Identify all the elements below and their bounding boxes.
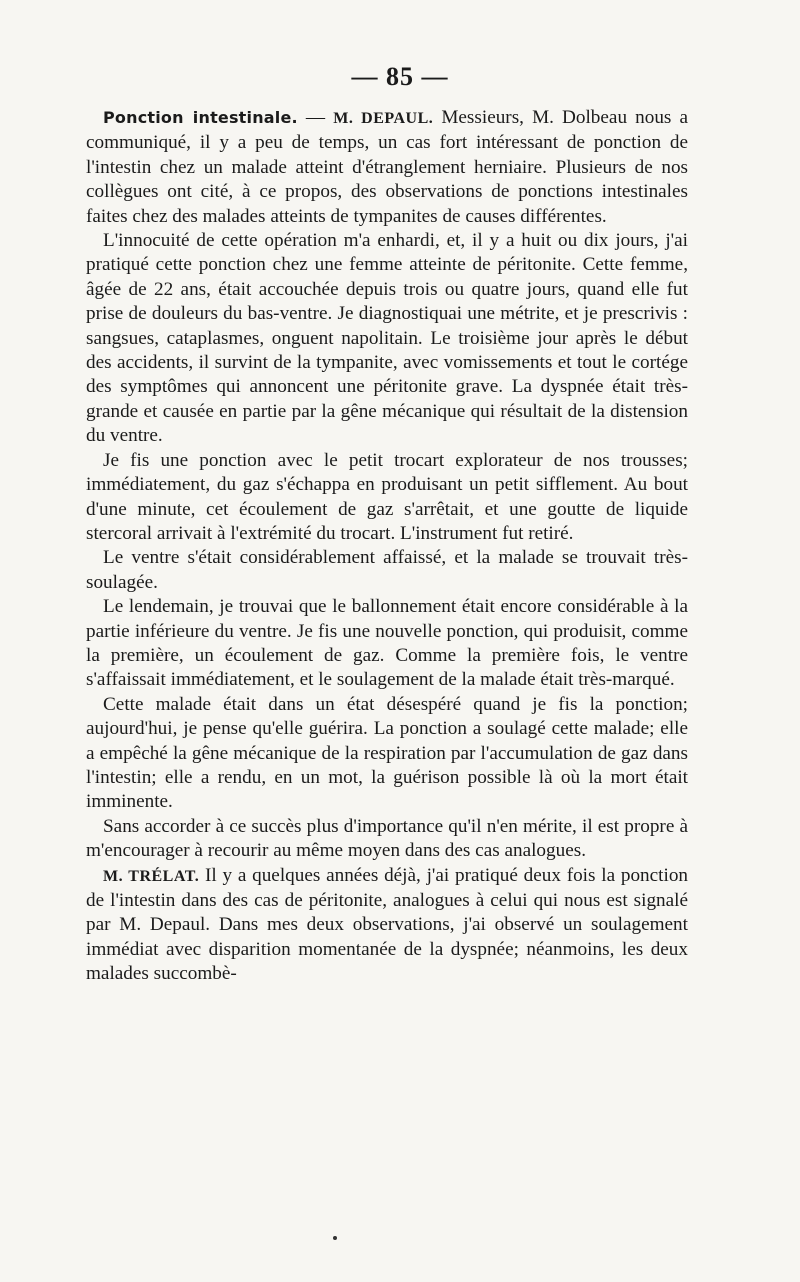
paragraph-5: Le lendemain, je trouvai que le ballonnement était encore considérable à la partie inférieure du ventre. Je fis une nouvelle ponction, qui produisit, comme la première, un écoulement de gaz. Comme la première fois, le ventre s'affaissait immédiatement, et le soulagement de la malade était très-marqué. <box>86 596 688 691</box>
paragraph-8 <box>86 864 688 987</box>
paragraph-4: Le ventre s'était considérablement affaissé, et la malade se trouvait très-soulagée. <box>86 547 688 593</box>
title-dash: — <box>297 107 334 128</box>
paragraph-6: Cette malade était dans un état désespéré quand je fis la ponction; aujourd'hui, je pense qu'elle guérira. La ponction a soulagé cette malade; elle a empêché la gêne mécanique de la respiration par l'accumulation de gaz dans l'intestin; elle a rendu, en un mot, la guérison possible là où la mort était imminente. <box>86 693 688 813</box>
paragraph-7: Sans accorder à ce succès plus d'importance qu'il n'en mérite, il est propre à m'encourager à recourir au même moyen dans des cas analogues. <box>86 815 688 862</box>
ink-speck <box>333 1236 337 1240</box>
paragraph-1 <box>86 106 688 229</box>
paragraph-2: L'innocuité de cette opération m'a enhardi, et, il y a huit ou dix jours, j'ai pratiqué cette ponction chez une femme atteinte de péritonite. Cette femme, âgée de 22 ans, était accouchée depuis trois ou quatre jours, quand elle fut prise de douleurs du bas-ventre. Je diagnostiquai une métrite, et je prescrivis : sangsues, cataplasmes, onguent napolitain. Le troisième jour après le début des accidents, il survint de la tympanite, avec vomissements et tout le cortége des symptômes qui annoncent une péritonite grave. La dyspnée était très-grande et causée en partie par la gêne mécanique qui résultait de la distension du ventre. <box>86 230 688 447</box>
document-body <box>86 106 688 987</box>
paragraph-3: Je fis une ponction avec le petit trocart explorateur de nos trousses; immédiatement, du gaz s'échappa en produisant un petit sifflement. Au bout d'une minute, cet écoulement de gaz s'arrêtait, et une goutte de liquide stercoral arrivait à l'extrémité du trocart. L'instrument fut retiré. <box>86 449 688 544</box>
speaker-depaul: M. DEPAUL. <box>333 110 434 127</box>
paragraph-1-text: Messieurs, M. Dolbeau nous a communiqué, il y a peu de temps, un cas fort intéressant de ponction de l'intestin chez un malade atteint d'étranglement herniaire. Plusieurs de nos collègues ont cité, à ce propos, des observations de ponctions intestinales faites chez des malades atteints de tympanites de causes différentes. <box>86 107 689 227</box>
paragraph-8-text: Il y a quelques années déjà, j'ai pratiqué deux fois la ponction de l'intestin dans des cas de péritonite, analogues à celui qui nous est signalé par M. Depaul. Dans mes deux observations, j'ai observé un soulagement immédiat avec disparition momentanée de la dyspnée; néanmoins, les deux malades succombè- <box>86 864 689 985</box>
page-number: — 85 — <box>351 62 449 91</box>
speaker-trelat: M. TRÉLAT. <box>103 867 200 885</box>
section-title: Ponction intestinale. <box>103 108 298 127</box>
